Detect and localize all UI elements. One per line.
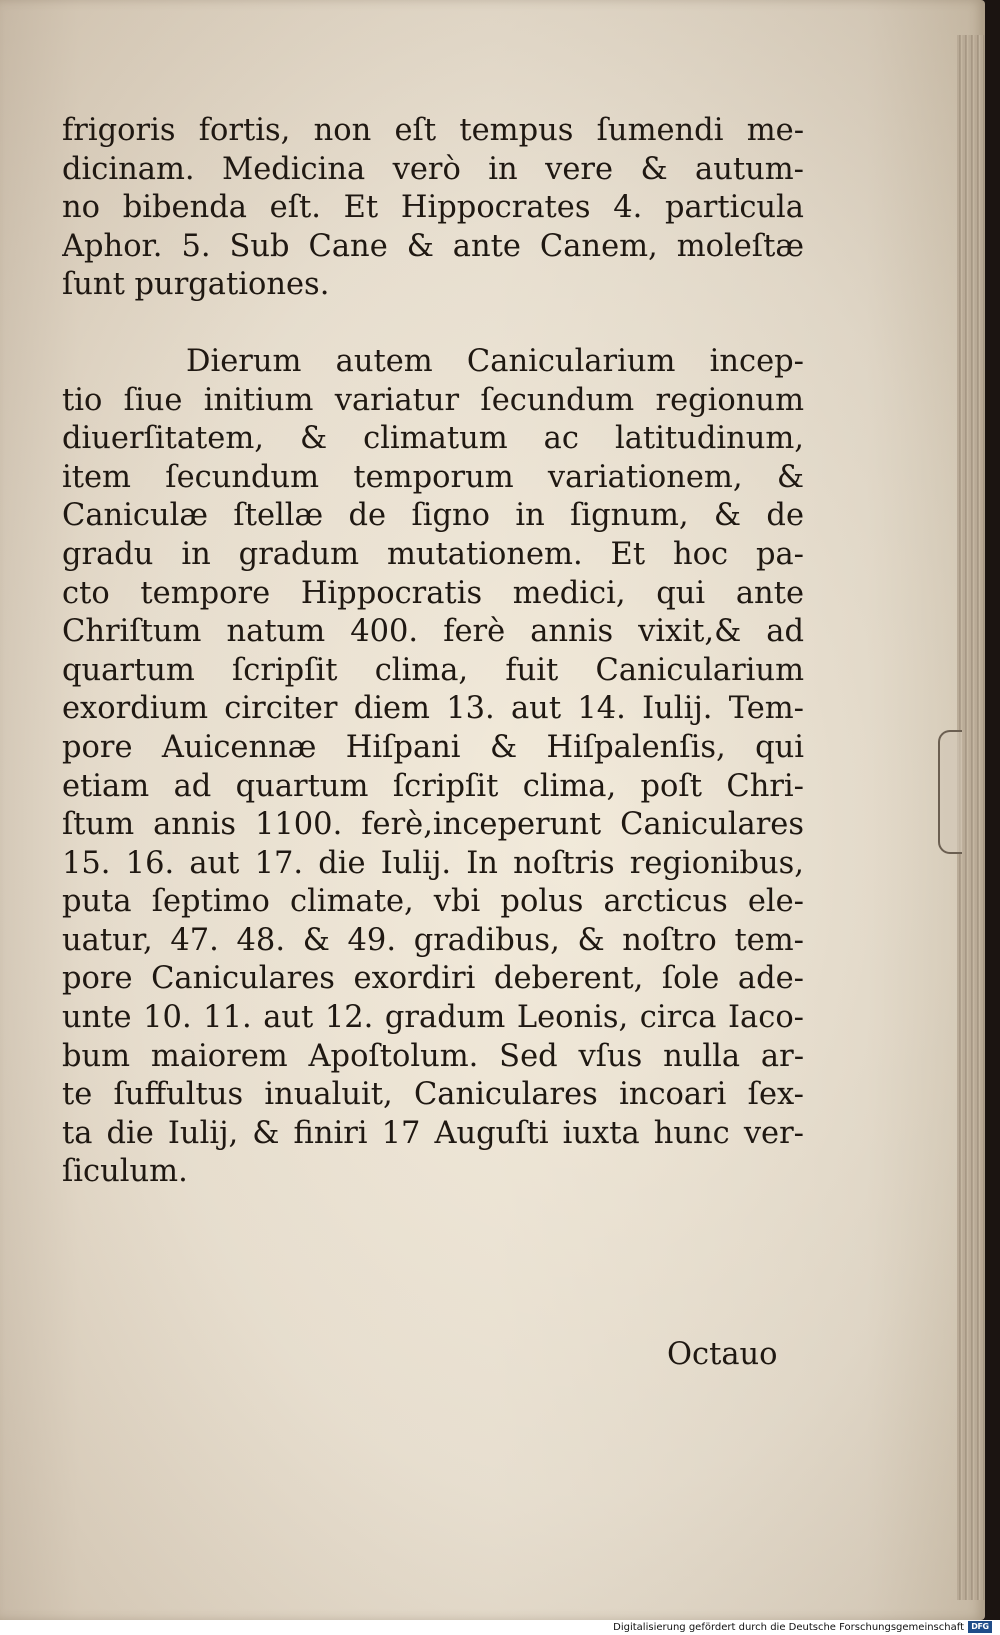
text-line: Dierum autem Canicularium incep- bbox=[186, 343, 804, 379]
text-line: ſunt purgationes. bbox=[62, 267, 330, 303]
text-line: cto tempore Hippocratis medici, qui ante bbox=[62, 575, 804, 611]
text-line: Caniculæ ſtellæ de ſigno in ſignum, & de bbox=[62, 498, 804, 534]
funding-credit: Digitalisierung gefördert durch die Deutsche Forschungsgemeinschaft bbox=[613, 1622, 964, 1633]
text-line: pore Auicennæ Hiſpani & Hiſpalenſis, qui bbox=[62, 729, 804, 765]
dfg-logo-icon: DFG bbox=[968, 1621, 992, 1633]
text-line: unte 10. 11. aut 12. gradum Leonis, circa Iaco- bbox=[62, 1000, 804, 1036]
text-line: exordium circiter diem 13. aut 14. Iulij. Tem- bbox=[62, 691, 804, 727]
text-line: pore Caniculares exordiri deberent, ſole ade- bbox=[62, 961, 804, 997]
text-line: ta die Iulij, & finiri 17 Auguſti iuxta hunc ver- bbox=[62, 1115, 804, 1151]
text-line: ſtum annis 1100. ferè,inceperunt Caniculares bbox=[62, 807, 804, 843]
text-line: frigoris fortis, non eſt tempus ſumendi me- bbox=[62, 113, 804, 148]
text-line: bum maiorem Apoſtolum. Sed vſus nulla ar- bbox=[62, 1038, 804, 1074]
text-line: uatur, 47. 48. & 49. gradibus, & noſtro tem- bbox=[62, 922, 804, 958]
text-line: 15. 16. aut 17. die Iulij. In noſtris regionibus, bbox=[62, 845, 804, 881]
text-line: etiam ad quartum ſcripſit clima, poſt Chri- bbox=[62, 768, 804, 804]
text-line: te ſuffultus inualuit, Caniculares incoari ſex- bbox=[62, 1077, 804, 1113]
text-line: puta ſeptimo climate, vbi polus arcticus ele- bbox=[62, 884, 804, 920]
text-line: gradu in gradum mutationem. Et hoc pa- bbox=[62, 536, 804, 572]
paragraph-gap bbox=[62, 305, 804, 343]
text-line: item ſecundum temporum variationem, & bbox=[62, 459, 804, 495]
catchword: Octauo bbox=[667, 1337, 778, 1372]
text-line: diuerſitatem, & climatum ac latitudinum, bbox=[62, 421, 804, 457]
body-text bbox=[62, 112, 804, 1192]
text-line: Aphor. 5. Sub Cane & ante Canem, moleſtæ bbox=[62, 228, 804, 264]
text-line: no bibenda eſt. Et Hippocrates 4. particula bbox=[62, 190, 804, 226]
page-fold bbox=[938, 730, 962, 854]
text-line: dicinam. Medicina verò in vere & autum- bbox=[62, 151, 804, 187]
footer-bar bbox=[0, 1620, 1000, 1635]
text-line: tio ſiue initium variatur ſecundum regionum bbox=[62, 382, 804, 418]
text-line: Chriſtum natum 400. ferè annis vixit,& ad bbox=[62, 614, 804, 650]
text-line: ſiculum. bbox=[62, 1154, 188, 1190]
text-line: quartum ſcripſit clima, fuit Canicularium bbox=[62, 652, 804, 688]
